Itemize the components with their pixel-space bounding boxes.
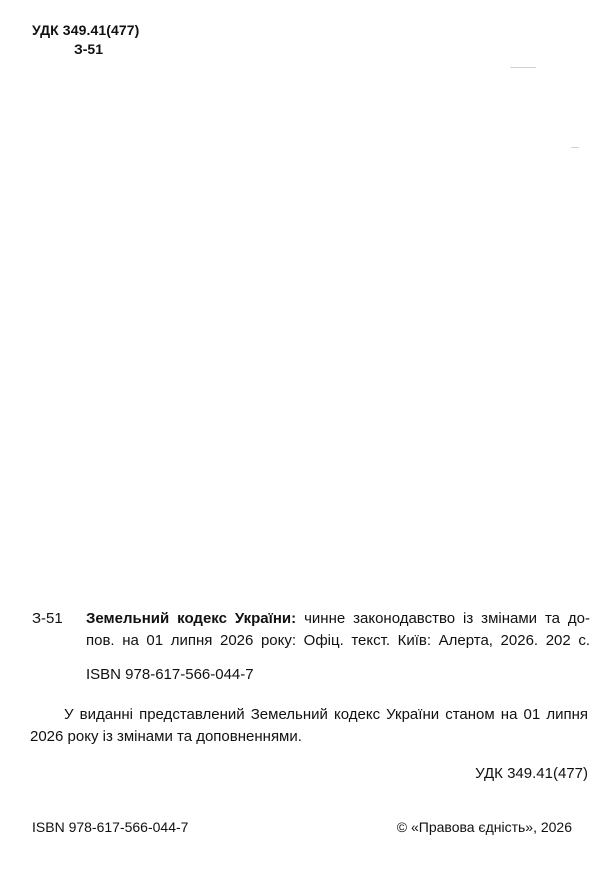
author-mark-top: З-51	[74, 41, 104, 57]
scan-speck	[510, 67, 536, 68]
scan-speck	[571, 147, 579, 148]
isbn-footer: ISBN 978-617-566-044-7	[32, 819, 189, 835]
annotation	[30, 704, 588, 748]
author-mark-entry: З-51	[32, 610, 63, 627]
udk-code-top: УДК 349.41(477)	[32, 22, 140, 38]
udk-code-bottom: УДК 349.41(477)	[475, 765, 588, 782]
book-title: Земельний кодекс України:	[86, 610, 297, 627]
annotation-text: У виданні представлений Земельний кодекс України станом на 01 липня 2026 року із змінами та доповненнями.	[30, 706, 588, 745]
catalog-entry	[30, 608, 590, 652]
isbn-entry: ISBN 978-617-566-044-7	[86, 666, 254, 683]
bibliographic-description	[86, 608, 590, 630]
description-line-2: пов. на 01 липня 2026 року: Офіц. текст. Київ: Алерта, 2026. 202 с.	[86, 632, 590, 649]
description-line-1: чинне законодавство із змінами та до-	[304, 610, 591, 627]
copyright-notice: © «Правова єдність», 2026	[396, 819, 572, 835]
